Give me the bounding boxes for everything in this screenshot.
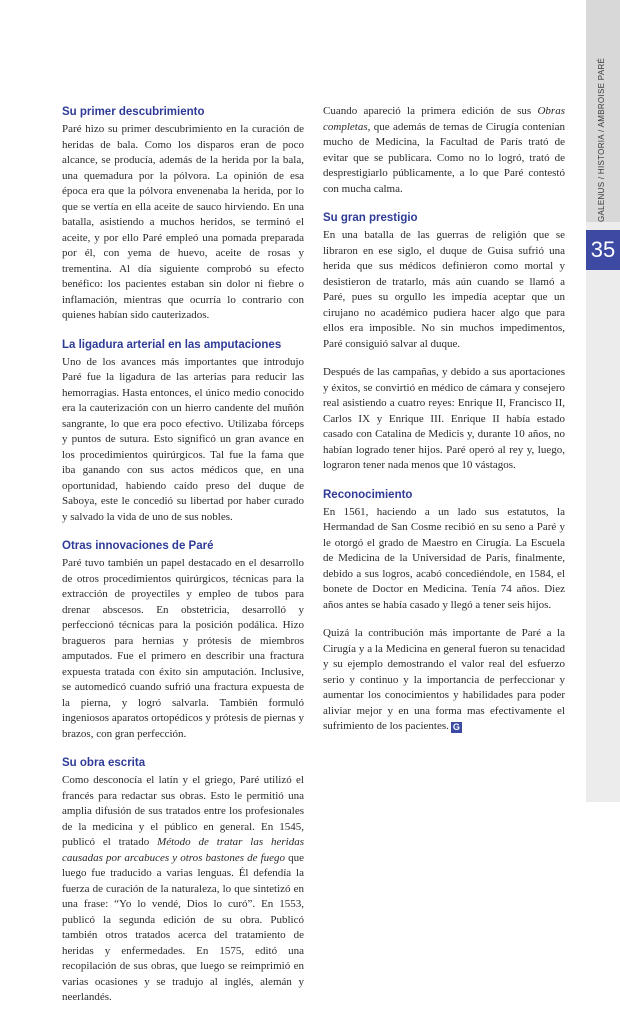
- left-column: [62, 104, 304, 1019]
- section-heading: Reconocimiento: [323, 488, 413, 501]
- section-heading: Su gran prestigio: [323, 212, 418, 224]
- running-head: GALENUS / HISTORIA / AMBROISE PARÉ: [597, 57, 606, 222]
- paragraph: [323, 626, 565, 735]
- section-gran-prestigio: [323, 210, 565, 474]
- paragraph-continued: [62, 773, 304, 1006]
- paragraph: Uno de los avances más importantes que introdujo Paré fue la ligadura de las arterias para reducir las hemorragias. Hasta entonces, el único medio conocido era la cauterización con un hierro candente del muñón sangrante, lo que era poco efectivo. Utilizaba fórceps y puntos de sutura. Esto significó un gran avance en los procedimientos quirúrgicos. Tal fue la fama que iba ganando con sus actos médicos que, en una oportunidad, habiendo caído preso del duque de Saboya, este le concedió su libertad por haber curado y salvado la vida de uno de sus nobles.: [62, 355, 304, 523]
- section-heading: La ligadura arterial en las amputaciones: [62, 338, 282, 351]
- book-title: Obras completas: [323, 105, 565, 133]
- paragraph: [323, 104, 565, 197]
- section-reconocimiento: [323, 487, 565, 735]
- section-otras-innovaciones: [62, 538, 304, 742]
- text-run: Como desconocía el latín y el griego, Paré utilizó el francés para redactar sus obras. Esto le permitió una amplia difusión de sus tratados entre los profesionales de la medicina y el público en general. En 1545, publicó el tratado: [62, 774, 304, 848]
- section-ligadura-arterial: [62, 337, 304, 526]
- page-number: 35: [586, 230, 620, 270]
- text-run: que luego fue traducido a varias lenguas. Él defendía la fuerza de curación de la naturaleza, lo que sintetizó en una frase: “Yo lo vendé, Dios lo curó”. En 1553, publicó la segunda edición de su obra. Publicó también otros tratados acerca del tratamiento de heridas y enfermedades. En 1575, editó una recopilación de sus obras, que luego se reimprimió en varias ocasiones y se tradujo al inglés, alemán y neerlandés.: [62, 851, 304, 1003]
- paragraph: Paré hizo su primer descubrimiento en la curación de heridas de bala. Como los disparos eran de poco alcance, se producía, además de la herida por la bala, una quemadura por la pólvora. La opinión de esa época era que la pólvora envenenaba la herida, por lo que se vertía en ella aceite de sauco hirviendo. En una batalla, asistiendo a muchos heridos, se terminó el aceite, y por ello Paré empleó una pomada preparada por él, con yema de huevo, aceite de rosas y trementina. Al día siguiente comprobó su efecto benéfico: los pacientes estaban sin dolor ni fiebre o inflamación, mientras que ocurría lo contrario con quienes habían sido cauterizados.: [62, 123, 304, 321]
- section-heading: Otras innovaciones de Paré: [62, 540, 214, 552]
- paragraph: En 1561, haciendo a un lado sus estatutos, la Hermandad de San Cosme recibió en su seno a Paré y le otorgó el grado de Maestro en Cirugía. La Escuela de Medicina de la Universidad de París, finalmente, debido a sus logros, acabó concediéndole, en 1584, el bonete de Doctor en Medicina. Tenía 74 años. Diez años antes se había casado y llegó a tener seis hijos.: [323, 505, 565, 611]
- section-heading: Su primer descubrimiento: [62, 106, 205, 118]
- paragraph: Paré tuvo también un papel destacado en el desarrollo de otros procedimientos quirúrgicos, técnicas para la extracción de proyectiles y empleo de tubos para drenar abscesos. En obstetricia, desarrolló y perfeccionó técnicas para la posición podálica. Hizo bragueros para hernias y prótesis de miembros amputados. Fue el primero en describir una fractura expuesta tratada con éxito sin amputación. Inclusive, se automedicó cuando sufrió una fractura expuesta de la pierna, y logró salvarla. También formuló ingeniosos aparatos ortopédicos y prótesis de piernas y brazos, con gran perfección.: [62, 557, 304, 740]
- text-run: Quizá la contribución más importante de Paré a la Cirugía y a la Medicina en general fueron su tenacidad y su ejemplo demostrando el valor real del esfuerzo serio y continuo y la importancia de perfeccionar y aumentar los conocimientos y habilidades para poder aliviar mejor y en una forma mas efectivamente el sufrimiento de los pacientes.: [323, 627, 565, 732]
- section-obra-escrita: [62, 755, 304, 1006]
- book-title: Método de tratar las heridas causadas por arcabuces y otros bastones de fuego: [62, 836, 304, 864]
- paragraph: En una batalla de las guerras de religión que se libraron en ese siglo, el duque de Guisa sufrió una herida que sus médicos definieron como mortal y desistieron de tratarlo, más aún cuando se llamó a Paré, pues su orgullo les impedía aceptar que un cirujano no académico pudiera hacer algo que para ellos era imposible. No sin muchos impedimentos, Paré consiguió salvar al duque.: [323, 229, 565, 350]
- text-run: Cuando apareció la primera edición de sus: [323, 105, 538, 117]
- end-mark-icon: G: [452, 722, 460, 732]
- right-column: [323, 104, 565, 748]
- section-primer-descubrimiento: [62, 104, 304, 324]
- paragraph: Después de las campañas, y debido a sus aportaciones y éxitos, se convirtió en médico de cámara y consejero real asistiendo a cuatro reyes: Enrique II, Francisco II, Carlos IX y Enrique III. Enrique II había estado casado con Catalina de Medicis y, durante 10 años, no habían logrado tener hijos. Paré operó al rey y, luego, lograron tener nada menos que 10 vástagos.: [323, 366, 565, 471]
- section-heading: Su obra escrita: [62, 757, 146, 769]
- text-run: , que además de temas de Cirugía contenían mucho de Medicina, la Facultad de París trató de evitar que se publicara. Como no lo logró, trató de desprestigiarlo públicamente, a lo que Paré contestó con mucha calma.: [323, 120, 565, 195]
